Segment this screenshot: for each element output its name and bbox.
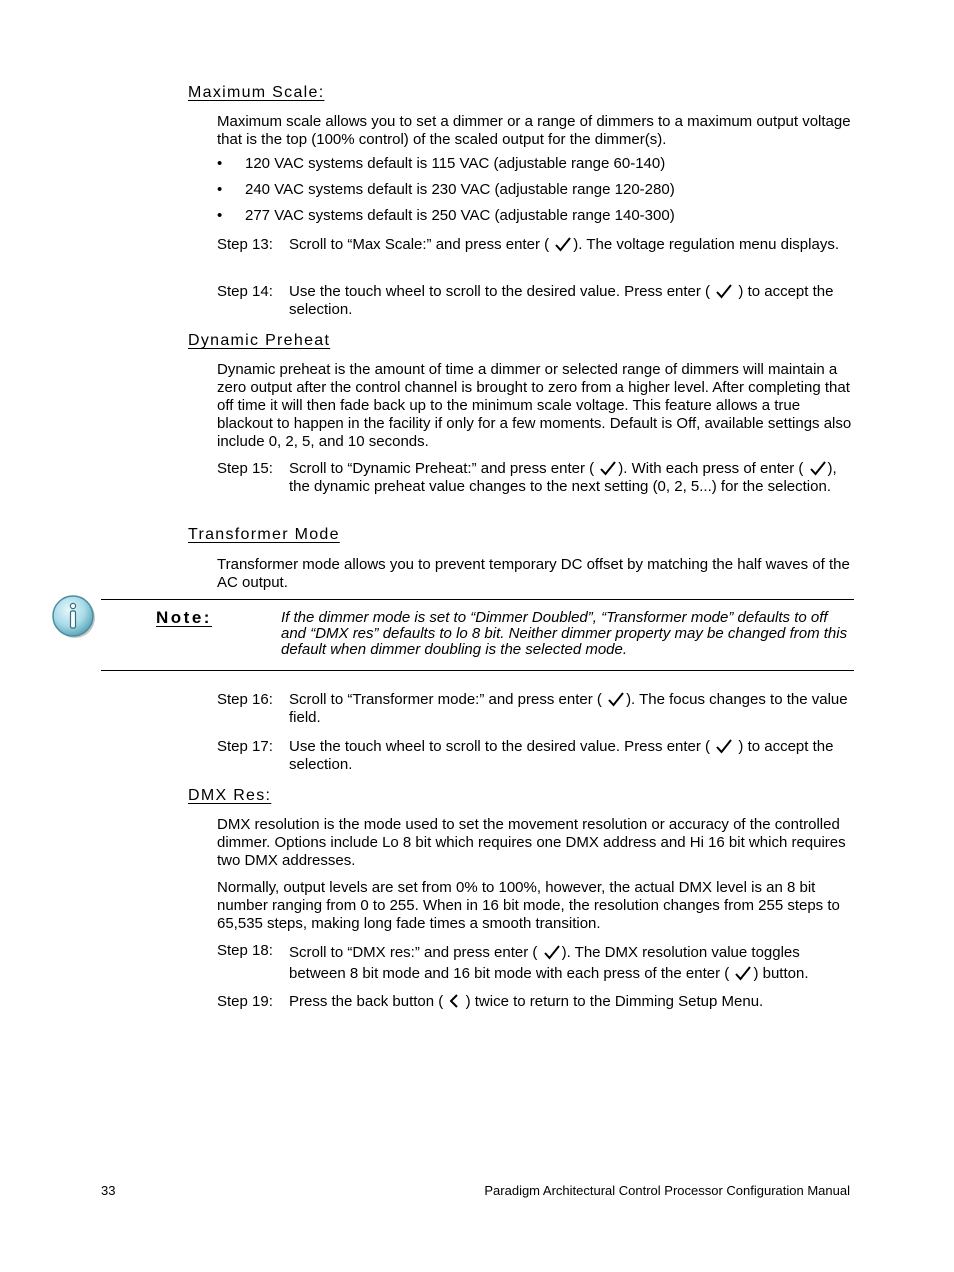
info-icon — [50, 593, 98, 641]
step-text-part: ) button. — [753, 965, 809, 982]
step-text-part: ). The voltage regulation menu displays. — [573, 236, 839, 253]
transformer-mode-intro: Transformer mode allows you to prevent temporary DC offset by matching the half waves of the AC output. — [217, 556, 850, 591]
step-text-part: Scroll to “Transformer mode:” and press enter ( — [289, 691, 602, 708]
step-text-part: ), the dynamic preheat value changes to the next setting (0, 2, 5...) for the selection. — [289, 460, 837, 495]
bullet-text: 277 VAC systems default is 250 VAC (adjustable range 140-300) — [245, 207, 675, 224]
checkmark-icon — [714, 738, 734, 754]
step-text — [289, 993, 854, 1011]
step-text-part: Scroll to “Max Scale:” and press enter ( — [289, 236, 550, 253]
checkmark-icon — [808, 460, 828, 476]
bullet-marker: • — [217, 207, 223, 224]
section-heading-maximum-scale: Maximum Scale: — [188, 84, 325, 101]
dynamic-preheat-intro: Dynamic preheat is the amount of time a dimmer or selected range of dimmers will maintain a zero output after the control channel is brought to zero from a higher level. After completing that off time it will then fade back up to the minimum scale voltage. This feature allows a true blackout to happen in the facility if only for a few moments. Default is Off, available settings also include 0, 2, 5, and 10 seconds. — [217, 361, 852, 450]
step-text-part: Scroll to “Dynamic Preheat:” and press enter ( — [289, 460, 595, 477]
checkmark-icon — [733, 965, 753, 981]
section-heading-dynamic-preheat: Dynamic Preheat — [188, 332, 331, 349]
step-text-part: ). The focus changes to the value field. — [289, 691, 848, 726]
step-text-part: Press the back button ( — [289, 993, 444, 1010]
note-label: Note: — [156, 608, 212, 627]
note-text: If the dimmer mode is set to “Dimmer Doubled”, “Transformer mode” defaults to off and “DMX res” defaults to lo 8 bit. Neither dimmer property may be changed from this default when dimmer doubling is the selected mode. — [281, 609, 848, 658]
checkmark-icon — [606, 691, 626, 707]
step-text-part: ) to accept the selection. — [289, 283, 834, 318]
section-heading-transformer-mode: Transformer Mode — [188, 526, 340, 543]
checkmark-icon — [714, 283, 734, 299]
checkmark-icon — [553, 236, 573, 252]
section-heading-dmx-res: DMX Res: — [188, 787, 272, 804]
manual-title: Paradigm Architectural Control Processor Configuration Manual — [484, 1183, 850, 1198]
step-text — [289, 460, 854, 496]
step-label: Step 13: — [217, 236, 273, 253]
step-text-part: Use the touch wheel to scroll to the desired value. Press enter ( — [289, 283, 711, 300]
step-text — [289, 738, 854, 774]
dmx-res-intro-1: DMX resolution is the mode used to set the movement resolution or accuracy of the controlled dimmer. Options include Lo 8 bit which requires one DMX address and Hi 16 bit which requires two DMX addresses. — [217, 816, 846, 869]
step-text-part: ). With each press of enter ( — [618, 460, 804, 477]
step-text — [289, 691, 854, 727]
bullet-marker: • — [217, 155, 223, 172]
page-number: 33 — [101, 1183, 116, 1198]
step-text — [289, 236, 854, 254]
dmx-res-intro-2: Normally, output levels are set from 0% to 100%, however, the actual DMX level is an 8 bit number ranging from 0 to 255. When in 16 bit mode, the resolution changes from 255 steps to 65,535 steps, making long fade times a smooth transition. — [217, 879, 840, 932]
step-label: Step 18: — [217, 942, 273, 959]
bullet-text: 240 VAC systems default is 230 VAC (adjustable range 120-280) — [245, 181, 675, 198]
step-text-part: ) twice to return to the Dimming Setup Menu. — [465, 993, 764, 1010]
chevron-left-icon — [447, 993, 461, 1009]
step-text-part: Scroll to “DMX res:” and press enter ( — [289, 944, 538, 961]
note-top-rule — [101, 599, 854, 600]
max-scale-intro: Maximum scale allows you to set a dimmer or a range of dimmers to a maximum output voltage that is the top (100% control) of the scaled output for the dimmer(s). — [217, 113, 851, 148]
step-text — [289, 942, 854, 984]
step-label: Step 16: — [217, 691, 273, 708]
step-label: Step 19: — [217, 993, 273, 1010]
bullet-marker: • — [217, 181, 223, 198]
step-text-part: ). The DMX resolution value toggles between 8 bit mode and 16 bit mode with each press of the enter ( — [289, 944, 800, 982]
checkmark-icon — [542, 944, 562, 960]
step-text-part: ) to accept the selection. — [289, 738, 834, 773]
step-label: Step 15: — [217, 460, 273, 477]
checkmark-icon — [598, 460, 618, 476]
step-label: Step 17: — [217, 738, 273, 755]
note-bottom-rule — [101, 670, 854, 671]
bullet-text: 120 VAC systems default is 115 VAC (adjustable range 60-140) — [245, 155, 666, 172]
step-text — [289, 283, 854, 319]
step-text-part: Use the touch wheel to scroll to the desired value. Press enter ( — [289, 738, 711, 755]
step-label: Step 14: — [217, 283, 273, 300]
